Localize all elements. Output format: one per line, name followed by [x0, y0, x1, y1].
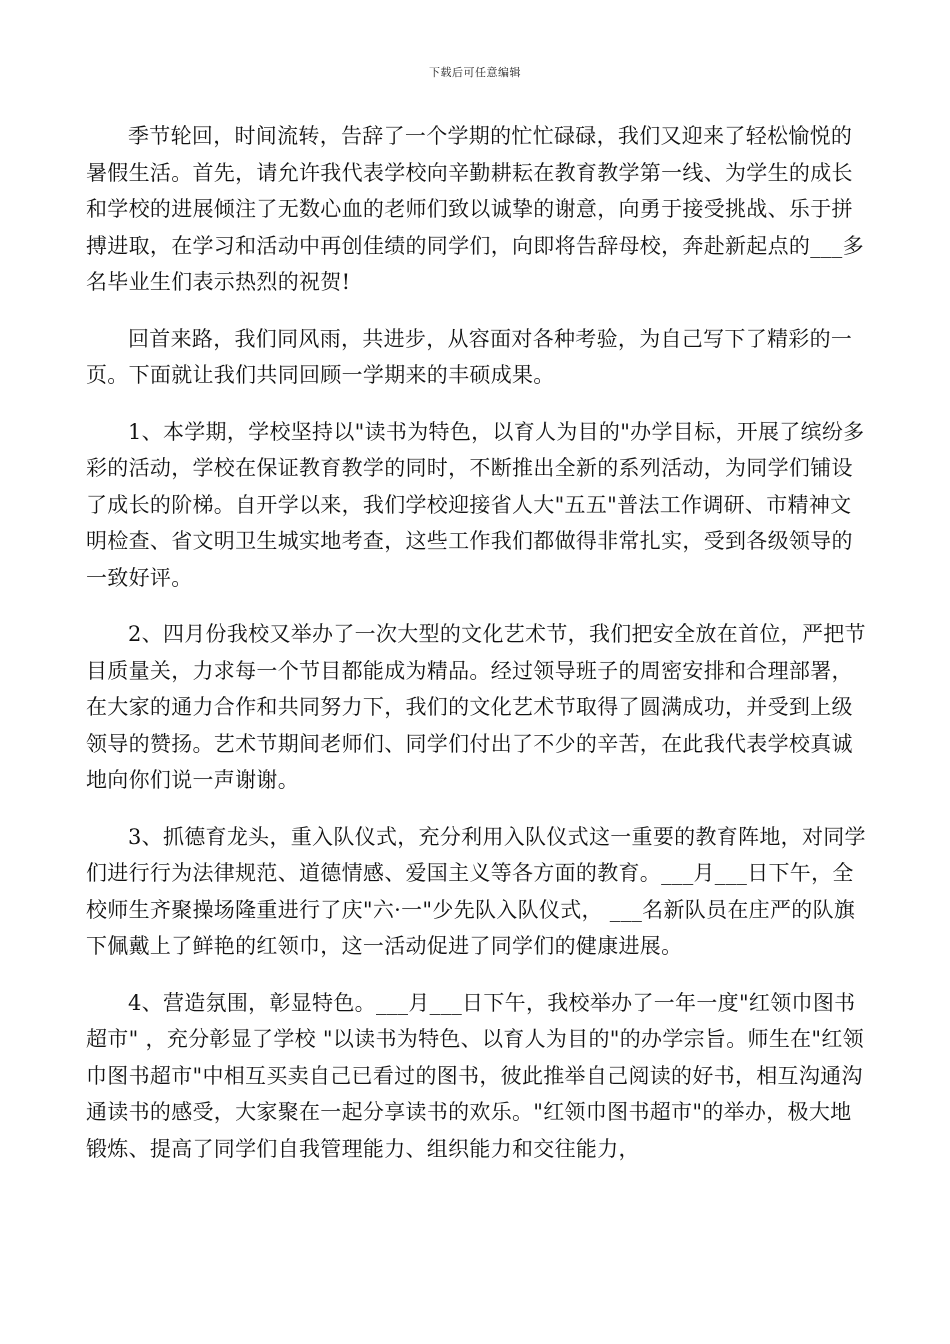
paragraph-review: 回首来路，我们同风雨，共进步，从容面对各种考验，为自己写下了精彩的一页。下面就让我们共同回顾一学期来的丰硕成果。 [86, 326, 853, 387]
paragraph-intro: 季节轮回，时间流转，告辞了一个学期的忙忙碌碌，我们又迎来了轻松愉悦的暑假生活。首先，请允许我代表学校向辛勤耕耘在教育教学第一线、为学生的成长和学校的进展倾注了无数心血的老师们致以诚挚的谢意，向勇于接受挑战、乐于拼搏进取，在学习和活动中再创佳绩的同学们，向即将告辞母校，奔赴新起点的___多名毕业生们表示热烈的祝贺! [86, 124, 864, 294]
paragraph-item-4: 4、营造氛围，彰显特色。___月___日下午，我校举办了一年一度"红领巾图书超市" ，充分彰显了学校 "以读书为特色、以育人为目的"的办学宗旨。师生在"红领巾图书超市"中相互买卖自己已看过的图书，彼此推举自己阅读的好书，相互沟通沟通读书的感受，大家聚在一起分享读书的欢乐。"红领巾图书超市"的举办，极大地锻炼、提高了同学们自我管理能力、组织能力和交往能力， [86, 990, 864, 1161]
paragraph-item-3: 3、抓德育龙头，重入队仪式，充分利用入队仪式这一重要的教育阵地，对同学们进行行为法律规范、道德情感、爱国主义等各方面的教育。___月___日下午，全校师生齐聚操场隆重进行了庆"六·一"少先队入队仪式， ___名新队员在庄严的队旗下佩戴上了鲜艳的红领巾，这一活动促进了同学们的健康进展。 [86, 824, 866, 958]
document-body [86, 118, 866, 1186]
paragraph-item-2: 2、四月份我校又举办了一次大型的文化艺术节，我们把安全放在首位，严把节目质量关，力求每一个节目都能成为精品。经过领导班子的周密安排和合理部署，在大家的通力合作和共同努力下，我们的文化艺术节取得了圆满成功，并受到上级领导的赞扬。艺术节期间老师们、同学们付出了不少的辛苦，在此我代表学校真诚地向你们说一声谢谢。 [86, 622, 866, 792]
page-header: 下载后可任意编辑 [429, 66, 521, 79]
paragraph-item-1: 1、本学期，学校坚持以"读书为特色，以育人为目的"办学目标，开展了缤纷多彩的活动，学校在保证教育教学的同时，不断推出全新的系列活动，为同学们铺设了成长的阶梯。自开学以来，我们学校迎接省人大"五五"普法工作调研、市精神文明检查、省文明卫生城实地考查，这些工作我们都做得非常扎实，受到各级领导的一致好评。 [86, 419, 865, 590]
